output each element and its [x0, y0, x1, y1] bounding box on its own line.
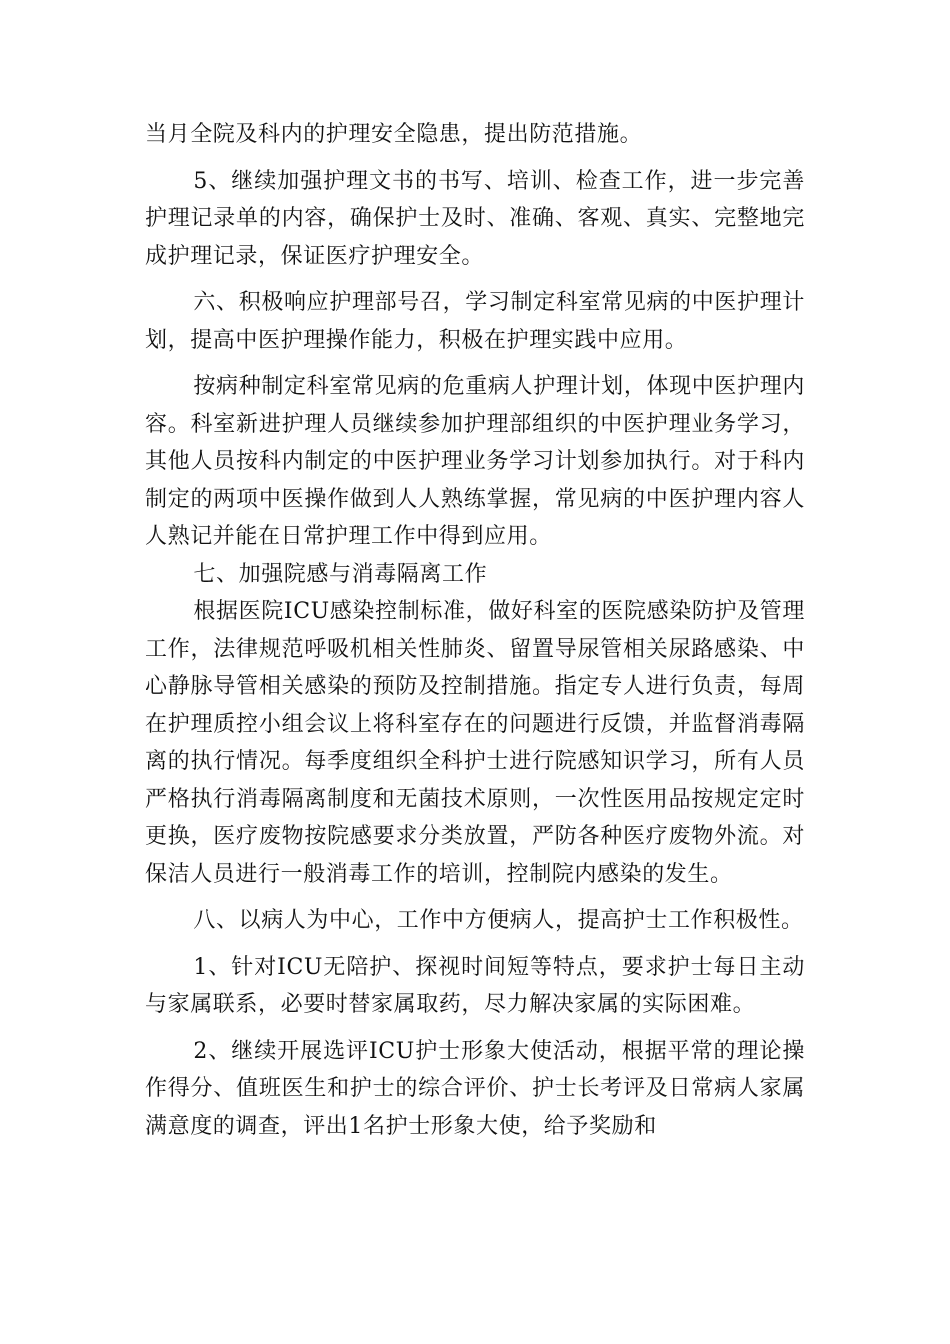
paragraph-critical-care-plan: 按病种制定科室常见病的危重病人护理计划，体现中医护理内容。科室新进护理人员继续参加护理部组织的中医护理业务学习，其他人员按科内制定的中医护理业务学习计划参加执行。对于科内制定的两项中医操作做到人人熟练掌握，常见病的中医护理内容人人熟记并能在日常护理工作中得到应用。: [145, 374, 805, 549]
paragraph-section-8: 八、以病人为中心，工作中方便病人，提高护士工作积极性。: [193, 908, 804, 933]
paragraph-section-6: 六、积极响应护理部号召，学习制定科室常见病的中医护理计划，提高中医护理操作能力，积极在护理实践中应用。: [145, 290, 805, 353]
paragraph-section-7-heading: 七、加强院感与消毒隔离工作: [193, 561, 488, 587]
paragraph-item-1: 1、针对ICU无陪护、探视时间短等特点，要求护士每日主动与家属联系，必要时替家属取药，尽力解决家属的实际困难。: [145, 954, 805, 1017]
paragraph-infection-control: 根据医院ICU感染控制标准，做好科室的医院感染防护及管理工作，法律规范呼吸机相关性肺炎、留置导尿管相关尿路感染、中心静脉导管相关感染的预防及控制措施。指定专人进行负责，每周在护理质控小组会议上将科室存在的问题进行反馈，并监督消毒隔离的执行情况。每季度组织全科护士进行院感知识学习，所有人员严格执行消毒隔离制度和无菌技术原则，一次性医用品按规定定时更换，医疗废物按院感要求分类放置，严防各种医疗废物外流。对保洁人员进行一般消毒工作的培训，控制院内感染的发生。: [145, 599, 805, 887]
paragraph-item-2: 2、继续开展选评ICU护士形象大使活动，根据平常的理论操作得分、值班医生和护士的综合评价、护士长考评及日常病人家属满意度的调查，评出1名护士形象大使，给予奖励和: [145, 1038, 805, 1139]
paragraph-item-5: 5、继续加强护理文书的书写、培训、检查工作，进一步完善护理记录单的内容，确保护士及时、准确、客观、真实、完整地完成护理记录，保证医疗护理安全。: [145, 168, 805, 269]
paragraph-continuation: 当月全院及科内的护理安全隐患，提出防范措施。: [145, 122, 643, 147]
document-body: [145, 116, 805, 1145]
